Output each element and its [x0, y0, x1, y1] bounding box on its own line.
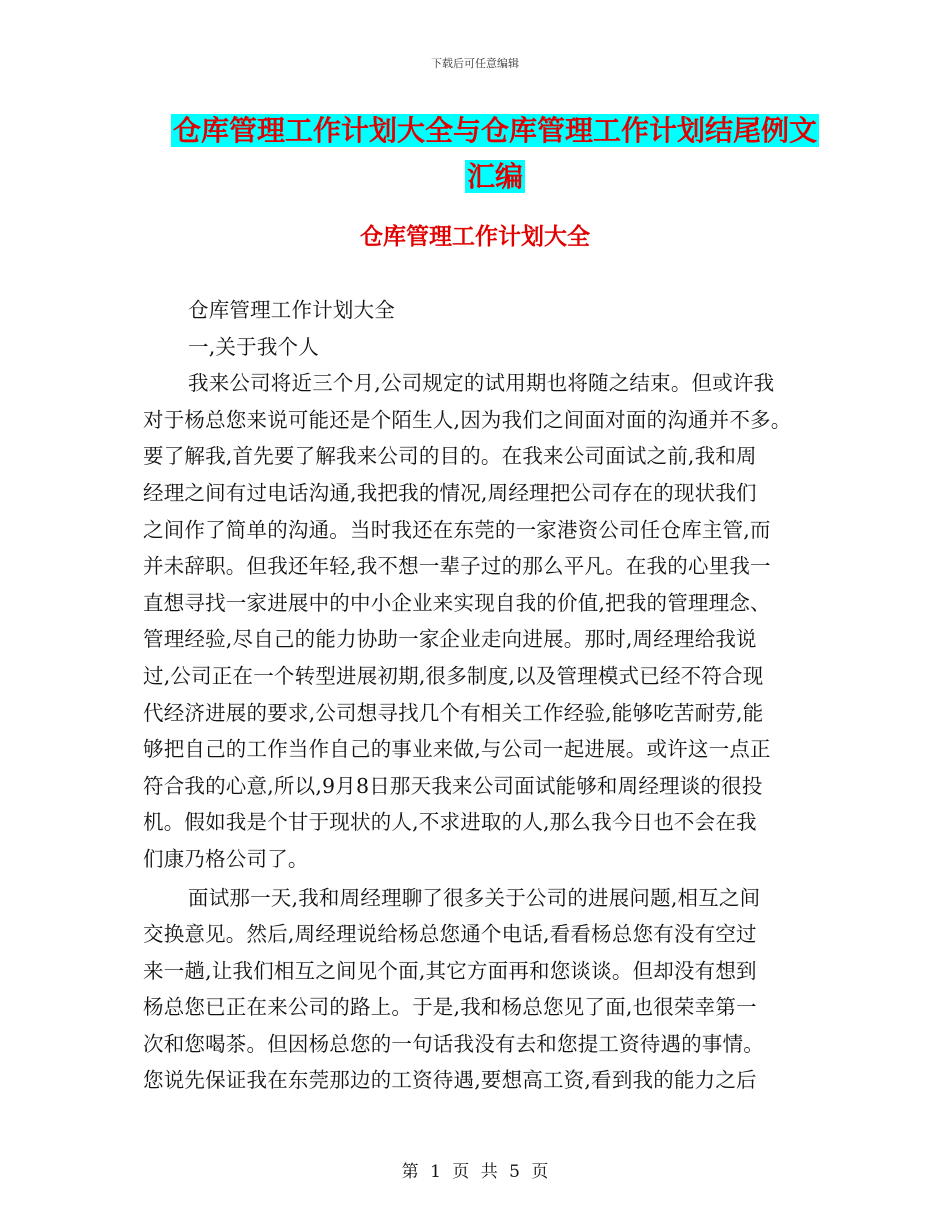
text-line: 对于杨总您来说可能还是个陌生人,因为我们之间面对面的沟通并不多。 — [143, 407, 792, 432]
text-line: 经理之间有过电话沟通,我把我的情况,周经理把公司存在的现状我们 — [143, 480, 757, 505]
text-line: 够把自己的工作当作自己的事业来做,与公司一起进展。或许这一点正 — [143, 737, 771, 762]
text-line: 杨总您已正在来公司的路上。于是,我和杨总您见了面,也很荣幸第一 — [143, 995, 757, 1020]
text-line: 来一趟,让我们相互之间见个面,其它方面再和您谈谈。但却没有想到 — [143, 958, 757, 983]
text-line: 过,公司正在一个转型进展初期,很多制度,以及管理模式已经不符合现 — [143, 663, 764, 688]
text-line: 交换意见。然后,周经理说给杨总您通个电话,看看杨总您有没有空过 — [143, 922, 757, 947]
text-line: 面试那一天,我和周经理聊了很多关于公司的进展问题,相互之间 — [188, 885, 761, 910]
text-line: 并未辞职。但我还年轻,我不想一辈子过的那么平凡。在我的心里我一 — [143, 554, 771, 579]
text-line: 们康乃格公司了。 — [143, 846, 309, 871]
document-body — [143, 292, 823, 1099]
main-title-line-1: 仓库管理工作计划大全与仓库管理工作计划结尾例文 — [172, 114, 817, 147]
text-line: 我来公司将近三个月,公司规定的试用期也将随之结束。但或许我 — [188, 371, 775, 396]
text-line: 之间作了简单的沟通。当时我还在东莞的一家港资公司任仓库主管,而 — [143, 517, 771, 542]
text-line: 次和您喝茶。但因杨总您的一句话我没有去和您提工资待遇的事情。 — [143, 1031, 764, 1056]
main-title-line-2: 汇编 — [466, 160, 523, 193]
text-line: 要了解我,首先要了解我来公司的目的。在我来公司面试之前,我和周 — [143, 444, 757, 469]
text-line: 您说先保证我在东莞那边的工资待遇,要想高工资,看到我的能力之后 — [143, 1068, 757, 1093]
text-line: 代经济进展的要求,公司想寻找几个有相关工作经验,能够吃苦耐劳,能 — [143, 700, 764, 725]
subheading: 仓库管理工作计划大全 — [188, 298, 395, 322]
subheading: 一,关于我个人 — [188, 334, 319, 359]
text-line: 符合我的心意,所以,9月8日那天我来公司面试能够和周经理谈的很投 — [143, 773, 763, 798]
text-line: 管理经验,尽自己的能力协助一家企业走向进展。那时,周经理给我说 — [143, 627, 757, 652]
document-main-title — [150, 108, 840, 200]
page-footer: 第 1 页 共 5 页 — [401, 1162, 549, 1182]
text-line: 直想寻找一家进展中的中小企业来实现自我的价值,把我的管理理念、 — [143, 590, 771, 615]
paragraph — [143, 365, 823, 877]
text-line: 机。假如我是个甘于现状的人,不求进取的人,那么我今日也不会在我 — [143, 810, 757, 835]
section-title: 仓库管理工作计划大全 — [360, 224, 590, 250]
header-note: 下载后可任意编辑 — [431, 57, 519, 70]
paragraph — [143, 880, 823, 1100]
